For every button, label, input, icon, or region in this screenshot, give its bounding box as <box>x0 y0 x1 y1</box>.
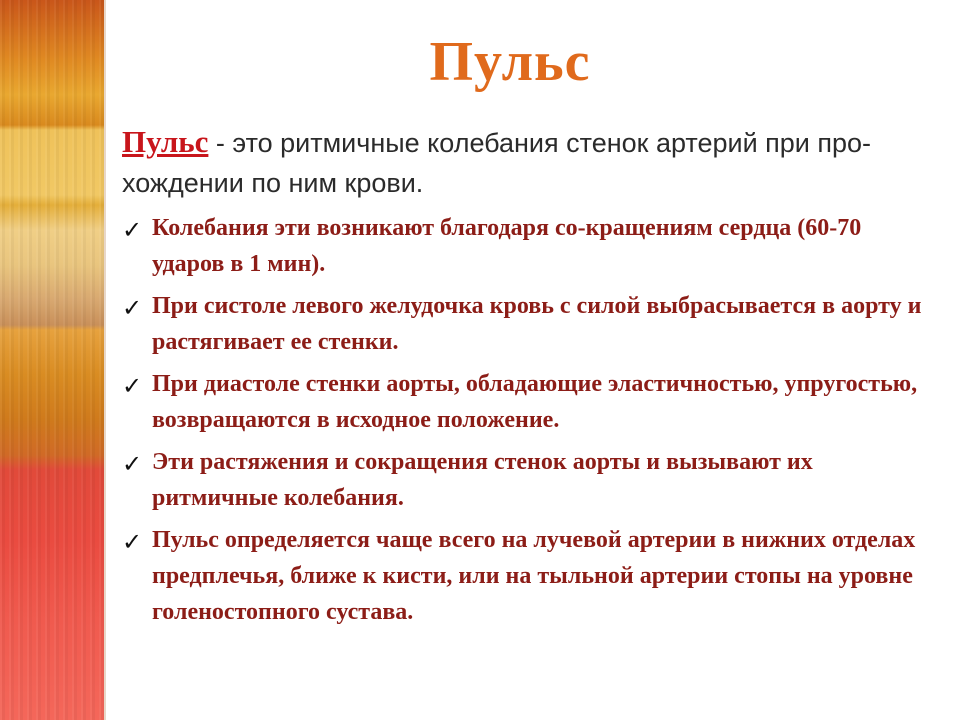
intro-definition <box>122 122 922 203</box>
intro-text: - это ритмичные колебания стенок артерий при про-хождении по ним крови. <box>122 128 872 198</box>
bullet-text: Пульс определяется чаще всего на лучевой артерии в нижних отделах предплечья, ближе к кисти, или на тыльной артерии стопы на уровне голеностопного сустава. <box>152 527 916 625</box>
bullet-text: Эти растяжения и сокращения стенок аорты и вызывают их ритмичные колебания. <box>152 449 813 511</box>
bullet-text: При систоле левого желудочка кровь с силой выбрасывается в аорту и растягивает ее стенки. <box>152 293 922 355</box>
bullet-list <box>122 210 932 636</box>
checkmark-icon: ✓ <box>122 216 143 244</box>
decorative-side-stripe <box>0 0 104 720</box>
checkmark-icon: ✓ <box>122 528 143 556</box>
checkmark-icon: ✓ <box>122 450 143 478</box>
bullet-item <box>122 288 932 360</box>
intro-term: Пульс <box>122 124 209 159</box>
bullet-item <box>122 522 932 630</box>
checkmark-icon: ✓ <box>122 294 143 322</box>
bullet-text: При диастоле стенки аорты, обладающие эластичностью, упругостью, возвращаются в исходное положение. <box>152 371 918 433</box>
slide-title: Пульс <box>429 31 591 93</box>
checkmark-icon: ✓ <box>122 372 143 400</box>
bullet-item <box>122 444 932 516</box>
bullet-item <box>122 210 932 282</box>
bullet-item <box>122 366 932 438</box>
bullet-text: Колебания эти возникают благодаря со-кращениям сердца (60-70 ударов в 1 мин). <box>152 215 862 277</box>
side-divider <box>104 0 106 720</box>
